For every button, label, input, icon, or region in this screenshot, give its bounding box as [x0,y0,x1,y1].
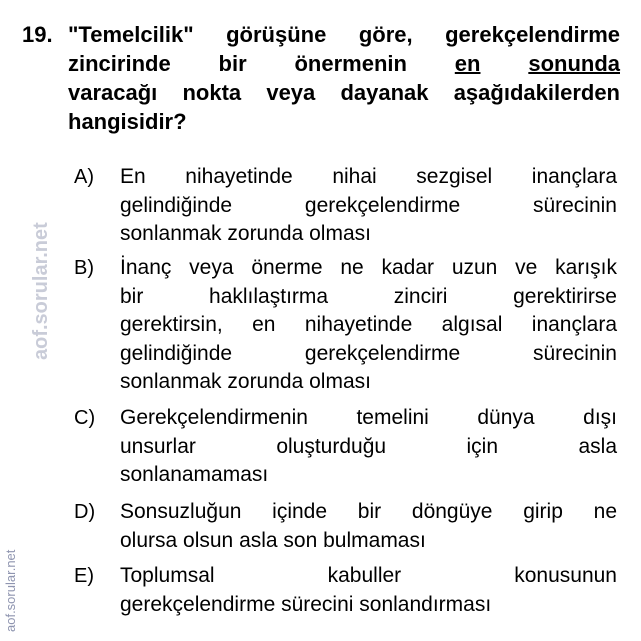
option-text [120,254,617,397]
option-line: unsurlar oluşturduğu için asla [120,434,617,458]
question-line: varacağı nokta veya dayanak aşağıdakilerden [68,80,620,105]
option-line: Toplumsal kabuller konusunun [120,564,617,587]
option-line: gelindiğinde gerekçelendirme sürecinin [120,193,617,217]
option-line: gerektirsin, en nihayetinde algısal inançlara [120,313,617,337]
option-text [120,562,617,619]
option-line: sonlanamaması [120,463,269,487]
underlined-word: en [454,51,481,76]
question-text [68,20,620,136]
side-watermark: aof.sorular.net [3,549,18,632]
option-line: sonlanmak zorunda olması [120,222,371,246]
option-text [120,404,617,490]
option-text [120,163,617,249]
watermark: aof.sorular.net [30,222,52,360]
option-line: gelindiğinde gerekçelendirme sürecinin [120,341,617,365]
underlined-word: sonunda [528,51,620,76]
question-number: 19. [22,22,53,47]
question-line: "Temelcilik" görüşüne göre, gerekçelendirme [68,22,620,47]
question-segment: zincirinde bir önermenin [68,51,455,76]
option-letter: E) [74,565,94,587]
option-line: sonlanmak zorunda olması [120,370,371,394]
option-letter: C) [74,407,96,429]
question-segment [480,51,528,76]
option-line: bir haklılaştırma zinciri gerektirirse [120,284,617,308]
question-line: hangisidir? [68,109,187,134]
option-letter: D) [74,501,96,523]
option-letter: B) [74,257,94,279]
option-line: Sonsuzluğun içinde bir döngüye girip ne [120,500,617,523]
option-letter: A) [74,166,94,188]
option-text [120,498,617,555]
option-line: gerekçelendirme sürecini sonlandırması [120,592,492,616]
question-line [68,49,620,78]
option-line: olursa olsun asla son bulmaması [120,528,426,552]
option-line: En nihayetinde nihai sezgisel inançlara [120,165,617,188]
option-line: Gerekçelendirmenin temelini dünya dışı [120,406,617,429]
option-line: İnanç veya önerme ne kadar uzun ve karışık [120,256,617,279]
